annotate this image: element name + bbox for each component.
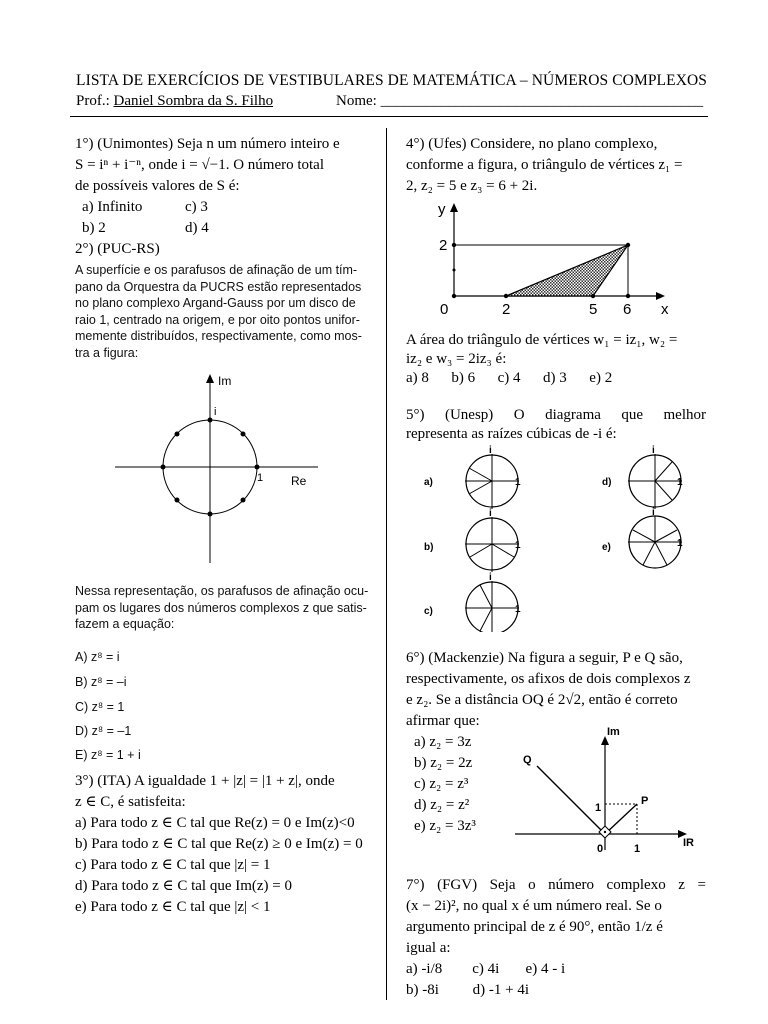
q2-paragraph <box>75 262 375 361</box>
q2-p3: no plano complexo Argand-Gauss por um disco de <box>75 296 356 310</box>
q2-re-label: Re <box>291 474 307 488</box>
q7-line2: (x − 2i)², no qual x é um número real. Se o <box>406 898 662 914</box>
q4-point <box>626 294 630 298</box>
q4-y-label: y <box>438 201 446 218</box>
q4-tick-0: 0 <box>440 301 449 318</box>
q6-tick-0: 0 <box>597 843 604 855</box>
q6-line2: respectivamente, os afixos de dois complexos z <box>406 671 691 687</box>
q5-diagram-e <box>602 507 683 568</box>
q2-option-e: E) z⁸ = 1 + i <box>75 748 141 762</box>
nome-field: Nome: ___________________________________________ <box>336 93 704 109</box>
q2-i-label: i <box>214 406 217 418</box>
q5-line1: 5°) (Unesp) O diagrama que melhor <box>406 407 706 423</box>
q5-diagram-a <box>424 445 521 509</box>
q6-q-label: Q <box>523 754 532 766</box>
q4-options: a) 8 b) 6 c) 4 d) 3 e) 2 <box>406 370 613 386</box>
q2-question <box>75 583 375 633</box>
q3-option-c: c) Para todo z ∈ C tal que |z| = 1 <box>75 857 271 873</box>
q5-diagram-c <box>424 572 521 632</box>
q5-diagram-d <box>602 445 683 509</box>
q6-option-b: b) z₂ = 2z <box>414 755 473 771</box>
q5-label-e: e) <box>602 542 611 553</box>
q2-q3: fazem a equação: <box>75 617 175 631</box>
q3-option-a: a) Para todo z ∈ C tal que Re(z) = 0 e Im(z)<0 <box>75 815 355 831</box>
q2-option-c: C) z⁸ = 1 <box>75 700 125 714</box>
q6-tick-1x: 1 <box>634 843 641 855</box>
q5-line2: representa as raízes cúbicas de -i é: <box>406 426 617 442</box>
q1-option-a: a) Infinito <box>82 199 143 215</box>
q2-point <box>175 432 180 437</box>
q6-segment-oq <box>537 766 605 834</box>
q4-tick-6: 6 <box>623 301 632 318</box>
q4-line3: 2, z₂ = 5 e z₃ = 6 + 2i. <box>406 178 538 194</box>
q3-option-e: e) Para todo z ∈ C tal que |z| < 1 <box>75 899 271 915</box>
q4-y-arrow <box>450 203 458 212</box>
header-prof-line <box>76 93 273 110</box>
q3-line1: 3°) (ITA) A igualdade 1 + |z| = |1 + z|, onde <box>75 773 335 789</box>
q2-argand-figure <box>110 368 330 568</box>
q6-im-label: Im <box>607 726 620 738</box>
q4-point <box>626 243 630 247</box>
q1-line3: de possíveis valores de S é: <box>75 178 240 194</box>
q7-options-row1: a) -i/8 c) 4i e) 4 - i <box>406 961 566 977</box>
q5-c-one: 1 <box>515 604 521 615</box>
q2-im-arrow <box>206 374 214 383</box>
q1-option-d: d) 4 <box>185 220 209 236</box>
q7-options-row2: b) -8i d) -1 + 4i <box>406 982 530 998</box>
q4-line1: 4°) (Ufes) Considere, no plano complexo, <box>406 136 658 152</box>
q6-line1: 6°) (Mackenzie) Na figura a seguir, P e Q são, <box>406 650 683 666</box>
q2-p6: tra a figura: <box>75 345 139 360</box>
q2-point <box>241 432 246 437</box>
q4-line2: conforme a figura, o triângulo de vértices z₁ = <box>406 157 683 173</box>
q4-point <box>452 243 456 247</box>
q4-point <box>452 294 456 298</box>
q6-option-c: c) z₂ = z³ <box>414 776 469 792</box>
q2-point <box>175 498 180 503</box>
q5-b-one: 1 <box>515 540 521 551</box>
q5-diagrams <box>410 442 710 632</box>
q6-line3: e z₂. Se a distância OQ é 2√2, então é correto <box>406 692 678 708</box>
q7-line3: argumento principal de z é 90°, então 1/z é <box>406 919 663 935</box>
q2-option-a: A) z⁸ = i <box>75 650 120 664</box>
q2-im-label: Im <box>218 374 232 388</box>
q5-b-i: i <box>489 508 492 519</box>
q4-point <box>453 269 456 272</box>
q5-e-one: 1 <box>677 538 683 549</box>
q2-point <box>208 512 213 517</box>
q2-option-b: B) z⁸ = –i <box>75 675 127 689</box>
q5-label-b: b) <box>424 542 434 553</box>
q5-label-a: a) <box>424 477 433 488</box>
q1-option-b: b) 2 <box>82 220 106 236</box>
q2-p2: pano da Orquestra da PUCRS estão representados <box>75 279 362 294</box>
q2-p5: memente distribuídos, respectivamente, como mos- <box>75 329 362 343</box>
q2-title: 2°) (PUC-RS) <box>75 241 160 257</box>
prof-label: Prof.: <box>76 93 114 109</box>
page-title: LISTA DE EXERCÍCIOS DE VESTIBULARES DE MATEMÁTICA – NÚMEROS COMPLEXOS <box>76 72 708 89</box>
q4-tick-2y: 2 <box>439 237 448 254</box>
q2-option-d: D) z⁸ = –1 <box>75 724 132 738</box>
q6-option-e: e) z₂ = 3z³ <box>414 818 476 834</box>
q4-point <box>591 294 595 298</box>
q4-tick-2x: 2 <box>502 301 511 318</box>
q6-r-label: IR <box>683 837 694 849</box>
q5-e-i: i <box>652 507 655 518</box>
q2-point <box>161 465 166 470</box>
q2-p1: A superfície e os parafusos de afinação de um tím- <box>75 263 358 277</box>
q1-option-c: c) 3 <box>185 199 208 215</box>
q6-option-d: d) z₂ = z² <box>414 797 470 813</box>
q6-right-angle-dot <box>604 831 606 833</box>
q2-p4: raio 1, centrado na origem, e por oito pontos unifor- <box>75 312 360 327</box>
column-divider <box>386 128 387 1000</box>
q6-tick-1y: 1 <box>595 802 602 814</box>
q7-line4: igual a: <box>406 940 451 956</box>
q5-d-one: 1 <box>677 477 683 488</box>
q2-point <box>208 418 213 423</box>
q4-tick-5: 5 <box>589 301 598 318</box>
q4-x-arrow <box>656 292 665 300</box>
q6-segment-op <box>605 804 637 834</box>
q4-triangle <box>506 245 628 296</box>
q3-line2: z ∈ C, é satisfeita: <box>75 794 186 810</box>
q5-a-one: 1 <box>515 477 521 488</box>
q2-point <box>241 498 246 503</box>
q5-diagram-b <box>424 508 521 572</box>
q1-line1: 1°) (Unimontes) Seja n um número inteiro e <box>75 136 340 152</box>
q2-one-label: 1 <box>257 472 264 484</box>
q4-triangle-figure <box>418 195 688 320</box>
q6-option-a: a) z₂ = 3z <box>414 734 472 750</box>
q2-point <box>255 465 260 470</box>
q5-c-i: i <box>489 572 492 583</box>
q7-line1: 7°) (FGV) Seja o número complexo z = <box>406 877 706 893</box>
q3-option-d: d) Para todo z ∈ C tal que Im(z) = 0 <box>75 878 293 894</box>
header-divider <box>70 116 708 117</box>
q6-line4: afirmar que: <box>406 713 480 729</box>
q6-figure <box>515 720 705 860</box>
q5-label-d: d) <box>602 477 612 488</box>
q4-line4: A área do triângulo de vértices w₁ = iz₁, w₂ = <box>406 332 678 348</box>
q3-option-b: b) Para todo z ∈ C tal que Re(z) ≥ 0 e Im(z) = 0 <box>75 836 363 852</box>
q5-label-c: c) <box>424 606 433 617</box>
q4-line5: iz₂ e w₃ = 2iz₃ é: <box>406 351 507 367</box>
q2-q2: pam os lugares dos números complexos z que satis- <box>75 600 367 615</box>
q5-d-i: i <box>652 445 655 456</box>
q4-point <box>504 294 508 298</box>
q1-line2: S = iⁿ + i⁻ⁿ, onde i = √−1. O número total <box>75 157 325 173</box>
q4-x-label: x <box>661 301 669 318</box>
prof-name: Daniel Sombra da S. Filho <box>113 93 274 109</box>
q5-a-i: i <box>489 445 492 456</box>
q2-q1: Nessa representação, os parafusos de afinação ocu- <box>75 584 369 598</box>
q6-p-label: P <box>641 795 649 807</box>
